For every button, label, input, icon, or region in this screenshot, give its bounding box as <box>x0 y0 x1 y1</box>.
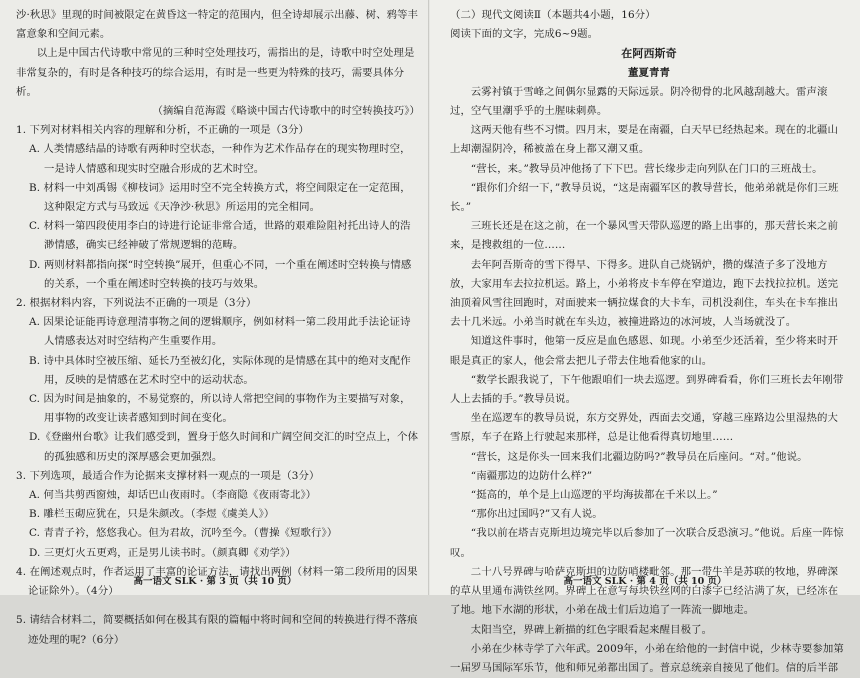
paragraph: “数学长跟我说了，下午他跟咱们一块去巡逻。到界碑看看，你们三班长去年刚带人上去插的手。”教导员说。 <box>450 373 844 406</box>
article-body <box>450 83 848 678</box>
option-c: C. 材料一第四段使用李白的诗进行论证非常合适，世路的艰难险阻衬托出诗人的浩渺情感，确实已经神破了常规逻辑的范畴。 <box>29 220 411 252</box>
option-a: A. 因果论证能再诗意理清事物之间的逻辑顺序，例如材料一第二段用此手法论证诗人情感表达对时空结构产生重要作用。 <box>29 316 411 348</box>
intro-line-1: 沙·秋思》里现的时间被限定在黄昏这一特定的范围内，但全诗却展示出藤、树、鸦等丰富意象和空间元素。 <box>16 9 419 41</box>
left-page <box>0 0 430 646</box>
option-c: C. 青青子衿，悠悠我心。但为君故，沉吟至今。（曹操《短歌行》） <box>29 527 338 540</box>
option-d: D. 两则材料都指向探“时空转换”展开，但重心不同，一个重在阐述时空转换与情感的关系，一个重在阐述时空转换的技巧与效果。 <box>29 258 412 290</box>
article-title: 在阿西斯奇 <box>621 47 677 61</box>
paragraph: 小弟在少林寺学了六年武。2009年，小弟在给他的一封信中说，少林寺要参加第一届罗马国际军乐节，他和师兄弟都出国了。普京总统亲自接见了他们。信的后半部 <box>450 642 844 674</box>
intro-line-2: 以上是中国古代诗歌中常见的三种时空处理技巧，需指出的是，诗歌中时空处理是非常复杂的，有时是各种技巧的综合运用，有时是一些更为特殊的技巧，需要具体分析。 <box>16 47 415 98</box>
question-2 <box>16 294 420 467</box>
paragraph: 这两天他有些不习惯。四月末，要是在南疆，白天早已经热起来。现在的北疆山上却潮湿阴冷，稀被盖在身上都又潮又重。 <box>450 124 838 156</box>
paragraph: 太阳当空，界碑上新描的红色字眼看起来醒目极了。 <box>470 623 713 636</box>
paragraph: “挺高的，单个是上山巡逻的平均海拔都在千米以上。” <box>470 489 718 502</box>
paragraph: 知道这件事时，他第一反应是血色感恩、如现。小弟至少还活着，至少将来时开眼是真正的家人，他会常去把儿子带去住地看他家的山。 <box>450 335 838 367</box>
question-stem: 3. 下列选项，最适合作为论据来支撑材料一观点的一项是（3分） <box>16 469 320 482</box>
paragraph: 坐在巡逻车的教导员说，东方交界处，西面去交通，穿越三座路边公里湿热的大雪原，车子在路上行驶起来那样，总是让他看得真切地里…… <box>450 412 838 444</box>
paragraph: “南疆那边的边防什么样?” <box>470 469 593 482</box>
option-d: D. 三更灯火五更鸡，正是男儿读书时。（颜真卿《劝学》） <box>29 546 296 559</box>
question-stem: 5. 请结合材料二，简要概括如何在极其有限的篇幅中将时间和空间的转换进行得不落痕迹处理的呢?（6分） <box>16 614 418 646</box>
paragraph: “跟你们介绍一下，”教导员说，“这是南疆军区的教导营长，他弟弟就是你们三班长。” <box>450 181 839 214</box>
article-author: 董夏青青 <box>628 66 670 79</box>
question-stem: 1. 下列对材料相关内容的理解和分析，不正确的一项是（3分） <box>16 124 309 137</box>
paragraph: 云雾衬镇于雪峰之间偶尔显露的天际远景。阴冷彻骨的北风越刮越大。雷声滚过，空气里潮乎乎的土腥味刺鼻。 <box>450 85 828 118</box>
question-stem: 4. 在阐述观点时，作者运用了丰富的论证方法，请找出两例（材料一第二段所用的因果论证除外）。（4分） <box>16 565 418 598</box>
section-header: （二）现代文阅读Ⅱ（本题共4小题，16分） <box>450 9 656 21</box>
question-1 <box>16 121 420 294</box>
option-b: B. 雕栏玉砌应犹在，只是朱颜改。（李煜《虞美人》） <box>29 508 275 521</box>
page-footer: 高一语文 SLK · 第 3 页（共 10 页） <box>133 576 297 587</box>
paragraph: “那你出过国吗?”又有人说。 <box>470 508 603 521</box>
paragraph: 去年阿吾斯奇的雪下得早、下得多。进队自己烧锅炉，攒的煤渣子多了没地方放，大家用车去拉拉机运。路上，小弟将皮卡车停在窄道边，跑下去找拉拉机。送完油顶着风雪往回跑时，对面驶来一辆拉煤食的大卡车，司机没刹住，车头在卡车推出去十几米远。小弟当时就在车头边，被撞进路边的冰河坡，人当场就没了。 <box>450 258 839 329</box>
right-page <box>430 0 860 674</box>
reading-instruction: 阅读下面的文字，完成6~9题。 <box>450 28 599 41</box>
question-5 <box>16 611 420 649</box>
paragraph: “营长，这是你头一回来我们北疆边防吗?”教导员在后座问。“对。”他说。 <box>470 450 808 463</box>
page-footer: 高一语文 SLK · 第 4 页（共 10 页） <box>563 576 727 587</box>
option-a: A. 何当共剪西窗烛，却话巴山夜雨时。（李商隐《夜雨寄北》） <box>29 489 317 502</box>
source-line: （摘编自范海霞《略谈中国古代诗歌中的时空转换技巧》） <box>152 105 420 118</box>
paragraph: 二十八号界碑与哈萨克斯坦的边防哨楼毗邻。那一带牛羊是苏联的牧地，界碑深的草从里通布满铁丝网。界碑上在意写每块铁丝网的白漆字已经沾满了灰，已经冻在了地。地下水湖的形状，小弟在战士们后边追了一阵流一脚地走。 <box>450 565 839 617</box>
option-d: D.《登幽州台歌》让我们感受到，置身于悠久时间和广阔空间交汇的时空点上，个体的孤独感和历史的深厚感会更加强烈。 <box>29 431 419 463</box>
paragraph: “我以前在塔吉克斯坦边境完毕以后参加了一次联合反恐演习。”他说。后座一阵惊叹。 <box>450 527 844 559</box>
option-b: B. 诗中具体时空被压缩、延长乃至被幻化，实际体现的是情感在其中的绝对支配作用，反映的是情感在艺术时空中的运动状态。 <box>29 354 411 386</box>
paragraph: “营长，来。”教导员冲他扬了下下巴。营长缘步走向列队在门口的三班战士。 <box>470 162 823 175</box>
option-b: B. 材料一中刘禹锡《柳枝词》运用时空不完全转换方式，将空间限定在一定范围，这种限定方式与马致远《天净沙·秋思》所运用的完全相同。 <box>29 181 411 214</box>
option-c: C. 因为时间是抽象的，不易觉察的，所以诗人常把空间的事物作为主要描写对象，用事物的改变让读者感知到时间在变化。 <box>29 393 411 425</box>
option-a: A. 人类情感结晶的诗歌有两种时空状态，一种作为艺术作品存在的现实物理时空，一是诗人情感和现实时空融合形成的艺术时空。 <box>29 143 411 175</box>
paragraph: 三班长还是在这之前，在一个暴风雪天带队巡逻的路上出事的，那天营长来之前来，是搜救组的一位…… <box>450 220 838 252</box>
question-stem: 2. 根据材料内容，下列说法不正确的一项是（3分） <box>16 297 257 310</box>
question-3 <box>16 467 420 563</box>
